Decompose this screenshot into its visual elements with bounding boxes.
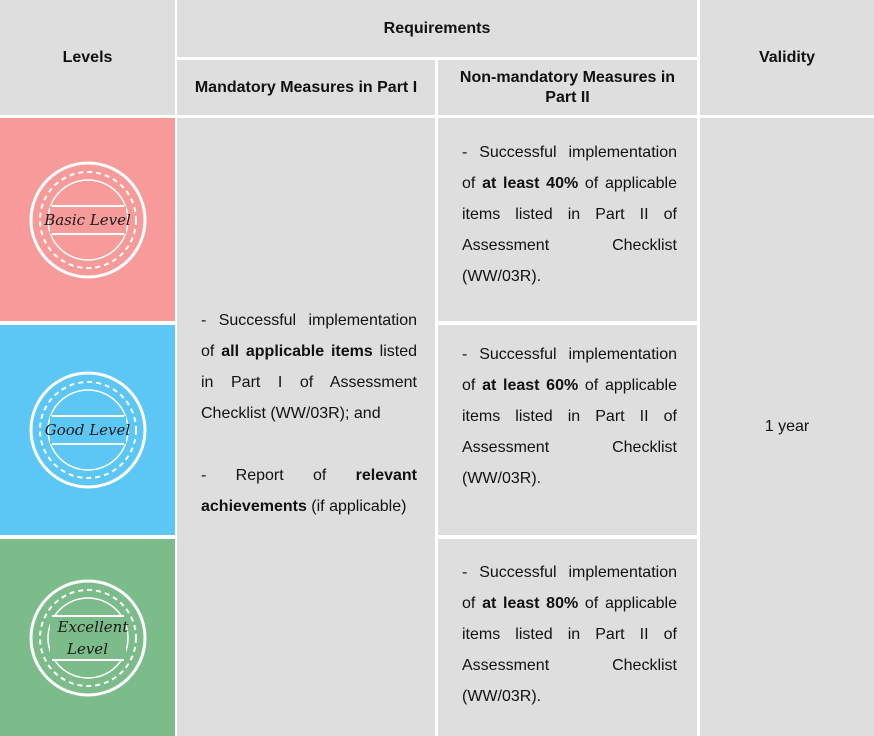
- good-level-label: Good Level: [44, 421, 131, 439]
- mandatory-paragraph-1: - Successful implementation of all applicable items listed in Part I of Assessment Checklist (WW/03R); and: [201, 312, 417, 422]
- level-good-cell: [0, 325, 175, 535]
- level-excellent-cell: [0, 539, 175, 736]
- level-basic-cell: [0, 118, 175, 321]
- basic-level-label: Basic Level: [44, 210, 131, 229]
- mandatory-paragraph-2: - Report of relevant achievements (if applicable): [201, 467, 417, 515]
- basic-level-badge: [28, 160, 148, 280]
- validity-value: 1 year: [764, 418, 810, 435]
- excellent-level-badge: [28, 578, 148, 698]
- non-mandatory-excellent-cell: - Successful implementation of at least 80% of applicable items listed in Part II of Assessment Checklist (WW/03R).: [438, 539, 697, 736]
- non-mandatory-header: Non-mandatory Measures in Part II: [438, 60, 697, 115]
- non-mandatory-good-cell: - Successful implementation of at least 60% of applicable items listed in Part II of Assessment Checklist (WW/03R).: [438, 325, 697, 535]
- levels-header: Levels: [0, 0, 175, 115]
- mandatory-header: Mandatory Measures in Part I: [177, 60, 435, 115]
- non-mandatory-basic-cell: - Successful implementation of at least 40% of applicable items listed in Part II of Assessment Checklist (WW/03R).: [438, 118, 697, 321]
- requirements-header: Requirements: [177, 0, 697, 57]
- mandatory-measures-cell: [177, 118, 435, 736]
- excellent-level-label: Excellent Level: [57, 617, 129, 658]
- good-level-badge: [28, 370, 148, 490]
- validity-header: Validity: [700, 0, 874, 115]
- validity-cell: [700, 118, 874, 736]
